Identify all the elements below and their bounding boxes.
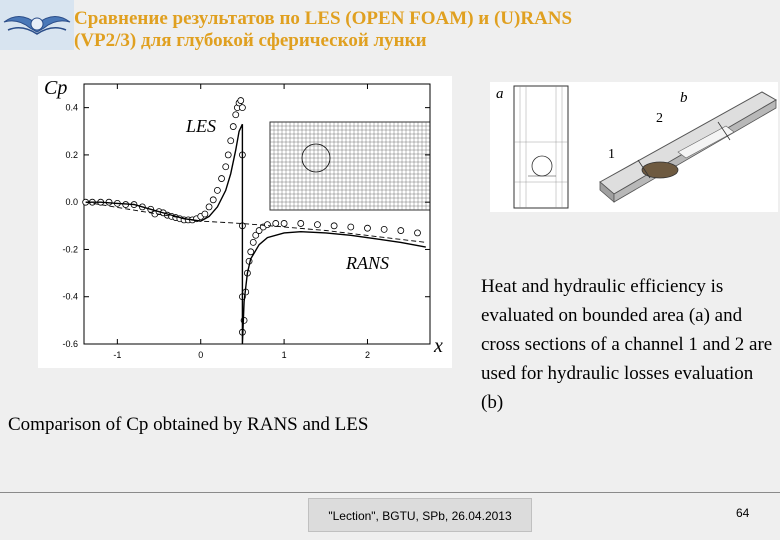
les-data-point [239, 105, 245, 111]
les-data-point [225, 152, 231, 158]
label-section-1: 1 [608, 147, 615, 162]
cp-chart-panel [38, 76, 452, 368]
title-line-2: (VP2/3) для глубокой сферической лунки [74, 30, 427, 51]
label-section-2: 2 [656, 111, 663, 126]
les-data-point [348, 224, 354, 230]
annotation-rans: RANS [346, 253, 389, 273]
les-data-point [214, 187, 220, 193]
dimple-3d [642, 162, 678, 178]
y-tick-label: -0.4 [62, 291, 78, 302]
les-data-point [250, 239, 256, 245]
y-tick-label: 0.4 [65, 102, 78, 113]
les-data-point [228, 138, 234, 144]
x-tick-label: 0 [198, 350, 204, 360]
y-tick-label: 0.2 [65, 149, 78, 160]
x-tick-label: 1 [281, 350, 287, 360]
page-number: 64 [736, 506, 750, 520]
les-data-point [364, 225, 370, 231]
les-data-point [398, 228, 404, 234]
les-data-point [381, 226, 387, 232]
annotation-les: LES [186, 116, 217, 136]
slide-title [74, 8, 764, 52]
les-data-point [273, 220, 279, 226]
y-tick-label: -0.6 [62, 339, 78, 349]
x-axis-label: x [434, 335, 443, 357]
winged-logo [0, 0, 74, 50]
les-data-point [219, 176, 225, 182]
les-data-point [202, 211, 208, 217]
y-tick-label: 0.0 [65, 197, 78, 208]
mesh-grid-lines [270, 122, 430, 210]
les-data-point [233, 112, 239, 118]
chart-caption: Comparison of Cp obtained by RANS and LES [8, 414, 369, 435]
x-tick-label: -1 [113, 350, 122, 360]
les-data-point [281, 220, 287, 226]
les-data-point [230, 124, 236, 130]
label-b: b [680, 90, 688, 106]
les-data-point [264, 222, 270, 228]
les-data-point [414, 230, 420, 236]
mesh-domain-a [514, 86, 568, 208]
footer-divider [0, 492, 780, 493]
label-a: a [496, 86, 504, 102]
les-data-point [206, 204, 212, 210]
cp-chart [38, 76, 452, 368]
footer-label: "Lection", BGTU, SPb, 26.04.2013 [308, 498, 532, 532]
x-tick-label: 2 [364, 350, 370, 360]
les-data-point [331, 223, 337, 229]
les-data-point [314, 222, 320, 228]
channel-3d-b [600, 92, 776, 194]
cfd-geometry-image [490, 82, 778, 212]
y-axis-label: Cp [44, 77, 68, 99]
les-data-point [298, 220, 304, 226]
les-data-point [210, 197, 216, 203]
les-data-point [238, 98, 244, 104]
les-data-point [223, 164, 229, 170]
y-tick-label: -0.2 [62, 244, 78, 255]
image-caption: Heat and hydraulic efficiency is evaluated on bounded area (a) and cross sections of a channel 1 and 2 are used for hydraulic losses evaluation (b) [481, 276, 773, 413]
title-line-1: Сравнение результатов по LES (OPEN FOAM) и (U)RANS [74, 8, 573, 29]
